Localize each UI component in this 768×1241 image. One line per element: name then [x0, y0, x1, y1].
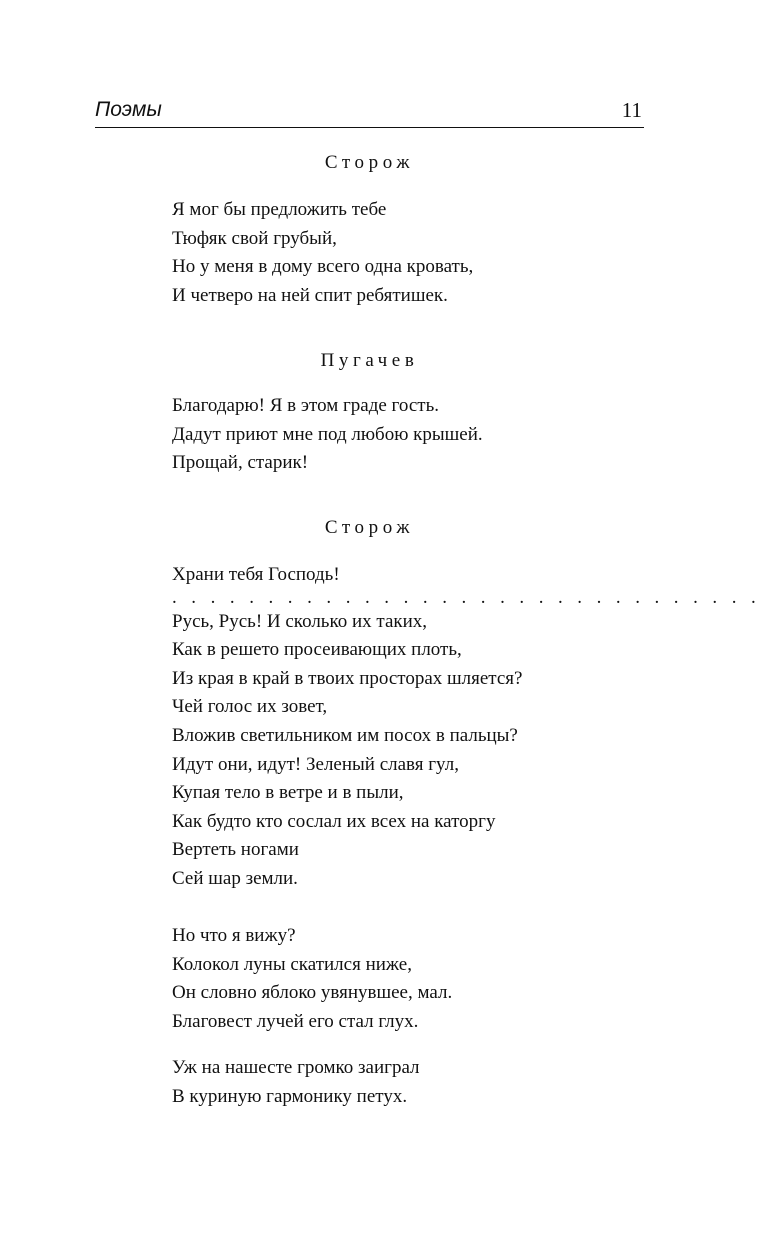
verse-line: Я мог бы предложить тебе: [172, 199, 387, 220]
verse-line: Идут они, идут! Зеленый славя гул,: [172, 753, 459, 775]
ellipsis-separator: . . . . . . . . . . . . . . . . . . . . . . . . . . . . . . .: [172, 586, 761, 608]
verse-line: Сей шар земли.: [172, 867, 298, 889]
section-title: Поэмы: [95, 98, 162, 121]
stanza: [172, 922, 642, 1036]
stanza: [172, 196, 642, 310]
verse-line: Уж на нашесте громко заиграл: [172, 1057, 420, 1078]
verse-line: Благовест лучей его стал глух.: [172, 1010, 419, 1032]
stanza: [172, 1054, 642, 1111]
verse-line: Храни тебя Господь!: [172, 564, 340, 585]
verse-line: Купая тело в ветре и в пыли,: [172, 782, 404, 804]
verse-line: Чей голос их зовет,: [172, 696, 328, 718]
speaker-heading: Пугачев: [320, 350, 419, 371]
stanza: [172, 561, 761, 894]
verse-line: Но у меня в дому всего одна кровать,: [172, 256, 474, 278]
verse-line: В куриную гармонику петух.: [172, 1085, 408, 1107]
stanza: [172, 392, 642, 478]
verse-line: Как будто кто сослал их всех на каторгу: [172, 810, 496, 832]
speaker-heading: Сторож: [324, 517, 415, 538]
verse-line: Колокол луны скатился ниже,: [172, 953, 412, 975]
verse-line: Из края в край в твоих просторах шляется?: [172, 667, 523, 689]
verse-line: Вертеть ногами: [172, 839, 299, 861]
page-number: 11: [621, 98, 642, 122]
verse-line: Как в решето просеивающих плоть,: [172, 639, 462, 661]
verse-line: Прощай, старик!: [172, 452, 309, 474]
verse-line: Благодарю! Я в этом граде гость.: [172, 395, 440, 416]
verse-line: И четверо на ней спит ребятишек.: [172, 284, 448, 306]
verse-line: Русь, Русь! И сколько их таких,: [172, 610, 428, 632]
speaker-heading: Сторож: [324, 152, 415, 173]
verse-line: Тюфяк свой грубый,: [172, 227, 337, 249]
verse-line: Но что я вижу?: [172, 925, 296, 946]
running-header: [95, 96, 644, 128]
verse-line: Дадут приют мне под любою крышей.: [172, 423, 483, 445]
verse-line: Он словно яблоко увянувшее, мал.: [172, 982, 453, 1004]
verse-line: Вложив светильником им посох в пальцы?: [172, 724, 518, 746]
